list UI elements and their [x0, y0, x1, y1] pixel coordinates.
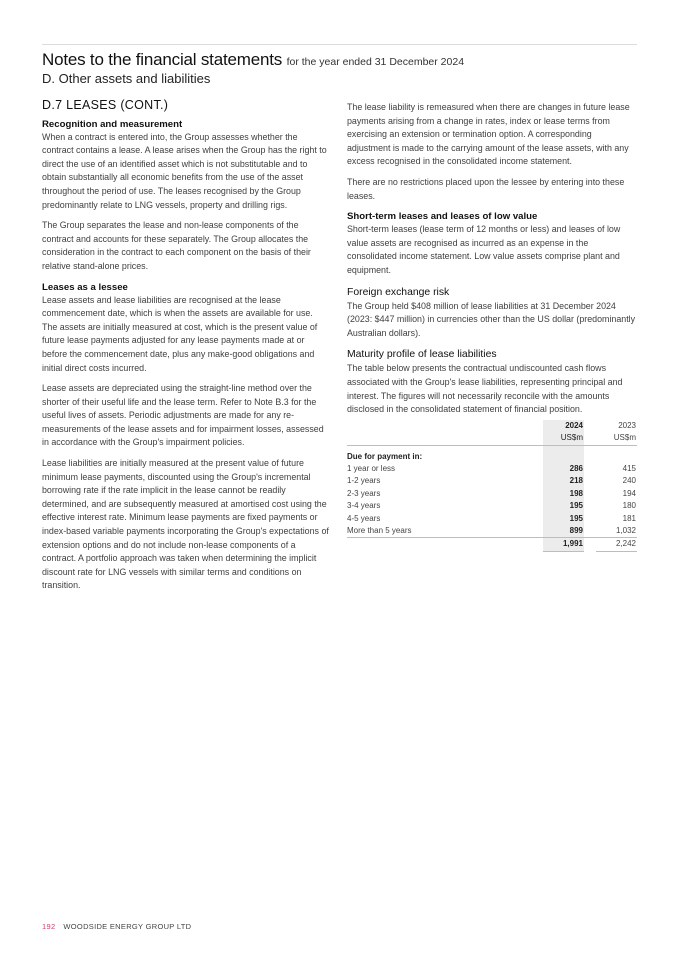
table-row	[347, 488, 637, 500]
table-row	[347, 500, 637, 512]
total-2023: 2,242	[596, 538, 637, 551]
table-row	[347, 525, 637, 538]
company-name: WOODSIDE ENERGY GROUP LTD	[63, 922, 192, 931]
short-term-heading: Short-term leases and leases of low value	[347, 211, 538, 223]
table-row	[347, 475, 637, 487]
section-title: D. Other assets and liabilities	[42, 71, 211, 86]
table-section-row	[347, 451, 637, 463]
row-value-2024: 195	[543, 500, 584, 512]
lessee-paragraph-2: Lease assets are depreciated using the straight-line method over the shorter of their useful life and the lease term. Refer to Note B.3 for the useful lives of assets. Periodic adjustments are made for any re-measurements of the lease assets and for impairment losses, assessed in accordance with the Group's impairment policies.	[42, 383, 324, 448]
row-value-2023: 194	[622, 488, 636, 498]
page-title	[42, 50, 642, 70]
maturity-paragraph: The table below presents the contractual undiscounted cash flows associated with the Group's lease liabilities, representing principal and interest. The figures will not necessarily reconcile with the amounts disclosed in the consolidated statement of financial position.	[347, 363, 623, 415]
right-column	[347, 101, 637, 552]
row-value-2023: 180	[622, 501, 636, 511]
table-row	[347, 513, 637, 525]
lessee-paragraph-3: Lease liabilities are initially measured at the present value of future minimum lease payments, discounted using the Group's incremental borrowing rate if the rate implicit in the lease cannot be readily determined, and are subsequently measured at amortised cost using the effective interest rate. Minimum lease payments are fixed payments or index-based variable payments incorporating the Group's expectations of extension options and do not include non-lease components of a contract. A portfolio approach was taken when determining the implicit discount rate for LNG vessels with similar terms and conditions on transition.	[42, 458, 329, 591]
page-footer	[42, 922, 191, 931]
page-number: 192	[42, 922, 56, 931]
row-value-2024: 286	[543, 463, 584, 475]
row-value-2023: 181	[622, 513, 636, 523]
short-term-paragraph: Short-term leases (lease term of 12 months or less) and leases of low value assets are recognised as incurred as an expense in the consolidated income statement. Low value assets comprise plant and equipment.	[347, 224, 621, 275]
row-value-2023: 415	[622, 463, 636, 473]
col-2023-unit: US$m	[596, 432, 637, 445]
row-value-2023: 1,032	[596, 525, 637, 538]
fx-paragraph: The Group held $408 million of lease liabilities at 31 December 2024 (2023: $447 million) in currencies other than the US dollar (predominantly Australian dollars).	[347, 300, 636, 338]
row-label: 4-5 years	[347, 513, 381, 523]
table-header-row	[347, 420, 637, 432]
recognition-paragraph-1: When a contract is entered into, the Group assesses whether the contract contains a lease. A lease arises when the Group has the right to direct the use of an identified asset which is not substitutable and to obtain substantially all economic benefits from the use of the asset throughout the period of use. The leases recognised by the Group predominantly relate to LNG vessels, property and drilling rigs.	[42, 131, 327, 210]
lessee-heading: Leases as a lessee	[42, 281, 128, 293]
row-value-2024: 198	[543, 488, 584, 500]
left-column	[42, 99, 330, 600]
col-2024-unit: US$m	[543, 432, 584, 445]
total-2024: 1,991	[543, 538, 584, 551]
remeasure-paragraph: The lease liability is remeasured when there are changes in future lease payments arising from a change in rates, index or lease terms from exercising an extension or termination option. A corresponding adjustment is made to the carrying amount of the lease assets, with any excess recognised in the consolidated income statement.	[347, 102, 630, 167]
page-subtitle: for the year ended 31 December 2024	[286, 56, 465, 68]
col-2024-header: 2024	[543, 420, 584, 432]
row-value-2024: 218	[543, 475, 584, 487]
lessee-paragraph-1: Lease assets and lease liabilities are recognised at the lease commencement date, which is when the assets are available for use. The assets are initially measured at cost, which is the present value of future lease payments adjusted for any lease payments made at or before the commencement date, plus any make-good obligations and initial direct costs incurred.	[42, 294, 318, 373]
col-2023-header: 2023	[618, 420, 636, 430]
row-label: 1-2 years	[347, 476, 381, 486]
recognition-heading: Recognition and measurement	[42, 118, 183, 130]
row-value-2023: 240	[622, 476, 636, 486]
table-row	[347, 463, 637, 475]
page-title-text: Notes to the financial statements	[42, 50, 283, 69]
fx-heading: Foreign exchange risk	[347, 286, 450, 298]
row-value-2024: 899	[543, 525, 584, 538]
recognition-paragraph-2: The Group separates the lease and non-lease components of the contract and accounts for these separately. The Group allocates the consideration in the contract to each component on the basis of their relative stand-alone prices.	[42, 220, 311, 271]
due-for-payment-label: Due for payment in:	[347, 451, 423, 461]
page-header	[42, 50, 642, 86]
note-heading: D.7 LEASES (CONT.)	[42, 98, 169, 112]
row-label: More than 5 years	[347, 525, 543, 538]
restrictions-paragraph: There are no restrictions placed upon the lessee by entering into these leases.	[347, 176, 625, 201]
row-value-2024: 195	[543, 513, 584, 525]
row-label: 2-3 years	[347, 488, 381, 498]
maturity-heading: Maturity profile of lease liabilities	[347, 349, 497, 361]
table-total-row	[347, 538, 637, 551]
row-label: 3-4 years	[347, 501, 381, 511]
table-unit-row	[347, 432, 637, 445]
maturity-table	[347, 420, 637, 552]
row-label: 1 year or less	[347, 463, 396, 473]
top-rule	[42, 44, 637, 45]
